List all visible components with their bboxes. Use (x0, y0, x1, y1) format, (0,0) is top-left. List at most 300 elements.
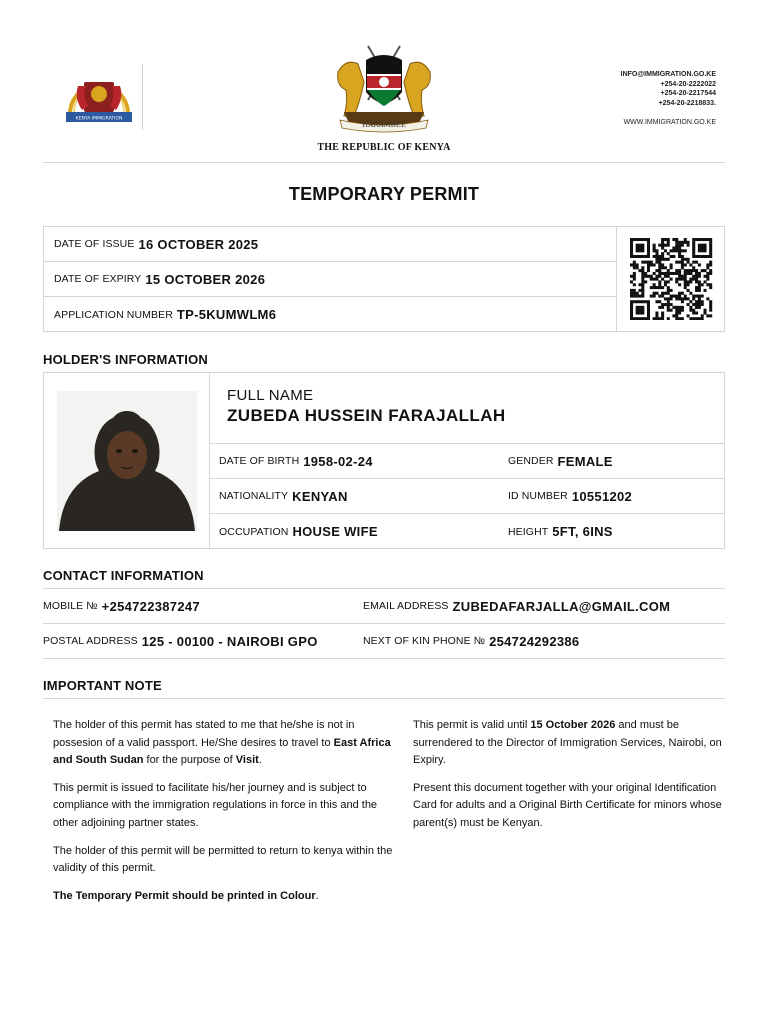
qr-module (663, 280, 666, 283)
qr-module (663, 249, 666, 252)
qr-module (680, 263, 683, 266)
qr-module (709, 300, 712, 303)
qr-module (700, 244, 703, 247)
expiry-date-row (44, 262, 616, 297)
qr-module (644, 280, 647, 283)
qr-module (630, 295, 633, 298)
nationality-value: KENYAN (292, 488, 348, 504)
qr-module (695, 286, 698, 289)
qr-module (666, 244, 669, 247)
qr-module (644, 261, 647, 264)
postal-kin-row (43, 624, 725, 658)
qr-module (683, 263, 686, 266)
qr-module (658, 272, 661, 275)
qr-module (680, 292, 683, 295)
full-name-value: ZUBEDA HUSSEIN FARAJALLAH (227, 406, 506, 425)
qr-module (680, 266, 683, 269)
qr-module (683, 295, 686, 298)
qr-module (697, 238, 700, 241)
qr-module (655, 317, 658, 320)
qr-module (630, 241, 633, 244)
qr-module (692, 244, 695, 247)
qr-module (661, 286, 664, 289)
qr-module (658, 286, 661, 289)
qr-module (686, 272, 689, 275)
qr-module (683, 280, 686, 283)
qr-module (649, 295, 652, 298)
qr-module (658, 263, 661, 266)
qr-module (661, 246, 664, 249)
qr-module (689, 263, 692, 266)
agency-contact (621, 70, 716, 128)
qr-module (649, 278, 652, 281)
qr-module (652, 278, 655, 281)
qr-module (695, 275, 698, 278)
qr-module (700, 303, 703, 306)
qr-module (649, 286, 652, 289)
qr-module (641, 244, 644, 247)
qr-module (641, 238, 644, 241)
qr-module (655, 252, 658, 255)
qr-module (678, 241, 681, 244)
qr-module (680, 297, 683, 300)
photo-cell (44, 373, 210, 548)
qr-module (661, 317, 664, 320)
note-paragraph-2: This permit is issued to facilitate his/her journey and is subject to compliance with the immigration regulations in force in this and the other adjoining partner states. (53, 781, 378, 829)
application-number-label: APPLICATION NUMBER (54, 308, 173, 321)
qr-module (655, 249, 658, 252)
qr-module (683, 272, 686, 275)
qr-module (658, 269, 661, 272)
qr-module (672, 246, 675, 249)
qr-module (669, 309, 672, 312)
qr-module (678, 246, 681, 249)
postal-address-value: 125 - 00100 - NAIROBI GPO (141, 633, 318, 649)
qr-module (703, 255, 706, 258)
qr-module (695, 238, 698, 241)
postal-address-label: POSTAL ADDRESS (43, 635, 138, 647)
qr-module (697, 263, 700, 266)
kin-phone-label: NEXT OF KIN PHONE № (363, 635, 486, 647)
qr-module (641, 280, 644, 283)
qr-module (706, 266, 709, 269)
qr-module (695, 317, 698, 320)
qr-module (680, 261, 683, 264)
issue-date-value: 16 OCTOBER 2025 (138, 236, 259, 252)
note-divider (43, 698, 725, 699)
qr-module (666, 306, 669, 309)
qr-module (703, 246, 706, 249)
qr-module (655, 258, 658, 261)
qr-module (658, 255, 661, 258)
qr-module (689, 272, 692, 275)
qr-module (646, 306, 649, 309)
qr-module (638, 269, 641, 272)
agency-website: WWW.IMMIGRATION.GO.KE (623, 119, 716, 126)
qr-module (644, 272, 647, 275)
qr-module (661, 314, 664, 317)
qr-module (646, 312, 649, 315)
qr-module (630, 314, 633, 317)
note-left-column (53, 717, 393, 915)
qr-module (686, 283, 689, 286)
qr-module (666, 309, 669, 312)
qr-module (678, 244, 681, 247)
qr-module (644, 275, 647, 278)
qr-module (641, 295, 644, 298)
note-paragraph-6: Present this document together with your original Identification Card for adults and a Original Birth Certificate for minors whose parent(s) must be Kenyan. (413, 781, 722, 829)
qr-module (635, 249, 638, 252)
qr-module (709, 303, 712, 306)
qr-module (692, 297, 695, 300)
note-p1-destination: East Africa and South Sudan (53, 736, 391, 767)
qr-module (635, 309, 638, 312)
qr-module (669, 278, 672, 281)
qr-module (641, 309, 644, 312)
qr-module (630, 255, 633, 258)
header-divider (43, 162, 725, 163)
qr-module (706, 278, 709, 281)
qr-module (703, 280, 706, 283)
qr-module (703, 244, 706, 247)
full-name-cell (210, 373, 724, 444)
qr-module (632, 292, 635, 295)
qr-module (692, 317, 695, 320)
qr-module (655, 300, 658, 303)
agency-phone-1: +254-20-2222022 (660, 80, 716, 88)
qr-module (709, 269, 712, 272)
qr-module (683, 258, 686, 261)
qr-module (669, 272, 672, 275)
qr-module (689, 280, 692, 283)
qr-module (661, 238, 664, 241)
qr-module (649, 275, 652, 278)
mobile-label: MOBILE № (43, 600, 98, 612)
qr-module (655, 286, 658, 289)
qr-module (700, 255, 703, 258)
qr-module (697, 295, 700, 298)
occupation-value: HOUSE WIFE (292, 524, 378, 539)
qr-module (644, 255, 647, 258)
note-right-column (413, 717, 725, 843)
qr-module (678, 261, 681, 264)
qr-module (709, 309, 712, 312)
qr-module (652, 249, 655, 252)
qr-module (635, 238, 638, 241)
qr-module (697, 255, 700, 258)
qr-module (697, 289, 700, 292)
qr-module (700, 317, 703, 320)
qr-module (703, 238, 706, 241)
qr-module (695, 278, 698, 281)
qr-module (700, 283, 703, 286)
note-paragraph-4 (53, 888, 393, 906)
dob-label: DATE OF BIRTH (219, 455, 300, 467)
qr-module (658, 266, 661, 269)
qr-module (661, 295, 664, 298)
qr-module (641, 289, 644, 292)
qr-module (666, 303, 669, 306)
qr-module (669, 263, 672, 266)
qr-module (635, 300, 638, 303)
qr-module (686, 303, 689, 306)
qr-module (689, 300, 692, 303)
qr-module (663, 244, 666, 247)
qr-module (652, 295, 655, 298)
qr-module (661, 292, 664, 295)
issue-date-label: DATE OF ISSUE (54, 238, 135, 250)
note-p5-valid-date: 15 October 2026 (530, 719, 616, 731)
qr-module (638, 306, 641, 309)
qr-module (649, 263, 652, 266)
coat-of-arms-emblem (330, 42, 438, 138)
qr-module (697, 297, 700, 300)
note-p1-purpose: Visit (235, 754, 259, 767)
qr-module (686, 297, 689, 300)
badge-text: KENYA IMMIGRATION (75, 116, 123, 122)
qr-module (678, 306, 681, 309)
full-name-label: FULL NAME (227, 387, 314, 404)
qr-module (678, 292, 681, 295)
qr-module (630, 249, 633, 252)
qr-module (646, 309, 649, 312)
qr-module (649, 261, 652, 264)
qr-module (683, 249, 686, 252)
qr-module (658, 244, 661, 247)
qr-module (678, 317, 681, 320)
qr-module (646, 269, 649, 272)
qr-module (666, 272, 669, 275)
qr-module (703, 269, 706, 272)
qr-module (663, 283, 666, 286)
qr-module (630, 292, 633, 295)
qr-module (632, 278, 635, 281)
qr-module (680, 309, 683, 312)
qr-module (692, 252, 695, 255)
qr-module (646, 255, 649, 258)
qr-module (632, 255, 635, 258)
qr-module (646, 261, 649, 264)
qr-module (695, 312, 698, 315)
qr-module (663, 275, 666, 278)
qr-module (680, 275, 683, 278)
qr-module (709, 238, 712, 241)
qr-module (638, 300, 641, 303)
qr-module (675, 280, 678, 283)
qr-module (703, 275, 706, 278)
qr-module (632, 317, 635, 320)
issue-date-row (44, 227, 616, 262)
qr-module (709, 283, 712, 286)
application-number-value: TP-5KUMWLM6 (176, 307, 277, 322)
id-number-label: ID NUMBER (508, 490, 568, 502)
qr-code (628, 238, 714, 320)
qr-module (638, 238, 641, 241)
nationality-label: NATIONALITY (219, 490, 289, 502)
qr-module (686, 280, 689, 283)
qr-module (641, 278, 644, 281)
qr-module (630, 306, 633, 309)
qr-module (630, 289, 633, 292)
qr-module (666, 238, 669, 241)
qr-module (675, 261, 678, 264)
qr-module (669, 297, 672, 300)
qr-module (675, 246, 678, 249)
qr-module (680, 258, 683, 261)
qr-module (635, 306, 638, 309)
qr-module (658, 280, 661, 283)
note-p1-text-c: for the purpose of (143, 754, 236, 767)
qr-module (641, 306, 644, 309)
qr-module (692, 246, 695, 249)
qr-module (646, 314, 649, 317)
qr-module (706, 297, 709, 300)
qr-module (638, 283, 641, 286)
email-value: ZUBEDAFARJALLA@GMAIL.COM (452, 598, 671, 614)
qr-module (675, 309, 678, 312)
qr-module (630, 309, 633, 312)
qr-module (638, 244, 641, 247)
qr-module (675, 306, 678, 309)
qr-module (630, 300, 633, 303)
qr-module (697, 306, 700, 309)
qr-module (652, 246, 655, 249)
qr-module (635, 292, 638, 295)
qr-module (652, 244, 655, 247)
qr-module (678, 295, 681, 298)
qr-module (652, 286, 655, 289)
qr-module (706, 272, 709, 275)
qr-module (706, 275, 709, 278)
qr-module (638, 317, 641, 320)
qr-module (678, 255, 681, 258)
qr-module (675, 278, 678, 281)
qr-module (675, 314, 678, 317)
qr-module (661, 312, 664, 315)
qr-module (709, 246, 712, 249)
qr-module (686, 258, 689, 261)
qr-module (646, 244, 649, 247)
qr-module (683, 241, 686, 244)
qr-module (692, 238, 695, 241)
qr-module (675, 249, 678, 252)
note-p1-text-a: The holder of this permit has stated to me that he/she is not in possesion of a valid passport. He/She desires to travel to (53, 719, 355, 749)
qr-module (661, 255, 664, 258)
qr-module (666, 292, 669, 295)
qr-module (641, 272, 644, 275)
qr-module (700, 246, 703, 249)
qr-module (692, 249, 695, 252)
qr-module (709, 261, 712, 264)
qr-module (641, 283, 644, 286)
qr-module (675, 238, 678, 241)
qr-module (697, 246, 700, 249)
qr-module (678, 309, 681, 312)
qr-module (678, 278, 681, 281)
qr-module (635, 255, 638, 258)
note-paragraph-1 (53, 717, 393, 770)
qr-module (646, 263, 649, 266)
qr-module (669, 249, 672, 252)
qr-module (709, 252, 712, 255)
qr-module (646, 266, 649, 269)
qr-module (641, 246, 644, 249)
qr-module (658, 306, 661, 309)
qr-module (689, 306, 692, 309)
qr-module (644, 238, 647, 241)
qr-module (666, 269, 669, 272)
qr-module (655, 269, 658, 272)
qr-module (686, 261, 689, 264)
qr-module (675, 312, 678, 315)
qr-module (686, 244, 689, 247)
qr-module (661, 241, 664, 244)
qr-module (678, 269, 681, 272)
qr-module (641, 292, 644, 295)
qr-module (697, 300, 700, 303)
qr-module (630, 244, 633, 247)
qr-module (706, 283, 709, 286)
qr-module (630, 280, 633, 283)
qr-module (703, 249, 706, 252)
qr-module (675, 317, 678, 320)
qr-module (641, 317, 644, 320)
qr-module (678, 275, 681, 278)
note-paragraph-5 (413, 717, 725, 770)
qr-module (630, 312, 633, 315)
qr-module (695, 300, 698, 303)
qr-module (630, 317, 633, 320)
qr-module (666, 258, 669, 261)
contact-section-heading: CONTACT INFORMATION (43, 568, 204, 583)
qr-module (672, 306, 675, 309)
qr-module (672, 272, 675, 275)
qr-module (709, 314, 712, 317)
qr-module (703, 289, 706, 292)
qr-module (661, 303, 664, 306)
qr-module (678, 272, 681, 275)
qr-module (652, 263, 655, 266)
qr-module (678, 297, 681, 300)
qr-module (630, 303, 633, 306)
qr-module (683, 238, 686, 241)
qr-module (697, 249, 700, 252)
qr-module (700, 314, 703, 317)
qr-module (706, 238, 709, 241)
qr-module (672, 249, 675, 252)
dob-gender-row (210, 444, 724, 479)
qr-module (632, 289, 635, 292)
qr-module (666, 280, 669, 283)
qr-module (709, 306, 712, 309)
qr-module (692, 269, 695, 272)
qr-module (655, 278, 658, 281)
qr-module (697, 317, 700, 320)
qr-module (678, 312, 681, 315)
agency-phone-2: +254-20-2217544 (660, 90, 716, 97)
qr-module (680, 306, 683, 309)
qr-module (675, 244, 678, 247)
qr-module (686, 314, 689, 317)
qr-module (646, 275, 649, 278)
qr-module (632, 263, 635, 266)
qr-module (641, 275, 644, 278)
document-title: TEMPORARY PERMIT (288, 184, 480, 204)
qr-module (638, 309, 641, 312)
qr-module (692, 261, 695, 264)
qr-module (663, 297, 666, 300)
qr-module (635, 295, 638, 298)
